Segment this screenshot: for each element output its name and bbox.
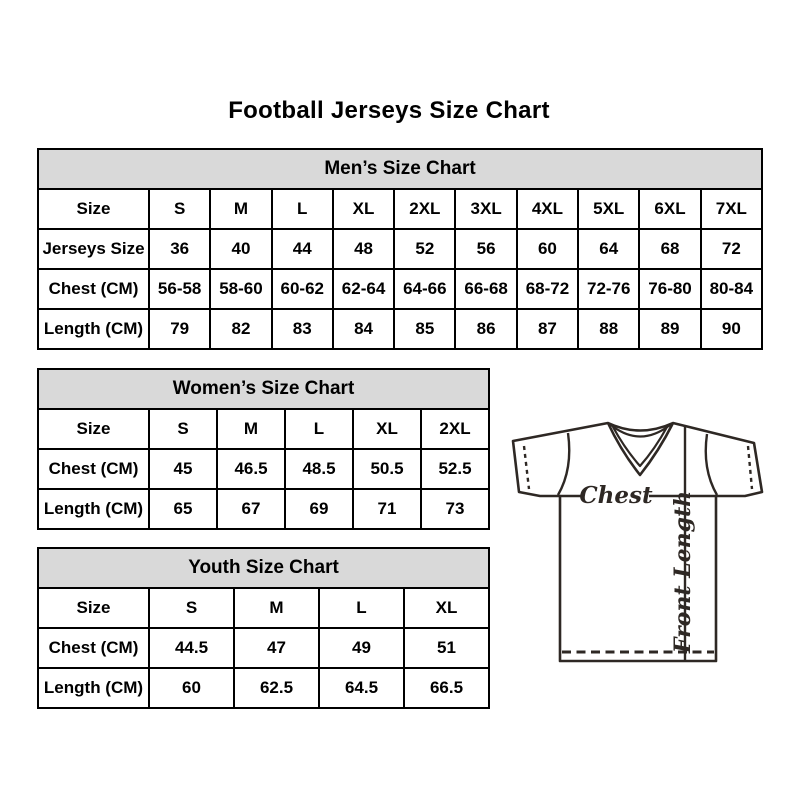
value-cell: 80-84 bbox=[701, 269, 762, 309]
value-cell: 65 bbox=[149, 489, 217, 529]
page-title: Football Jerseys Size Chart bbox=[228, 97, 550, 124]
value-cell: 64 bbox=[578, 229, 639, 269]
mens-size-table bbox=[37, 148, 763, 350]
value-cell: 48.5 bbox=[285, 449, 353, 489]
value-cell: 36 bbox=[149, 229, 210, 269]
table-row bbox=[38, 628, 489, 668]
womens-size-table bbox=[37, 368, 490, 530]
table-row bbox=[38, 409, 489, 449]
value-cell: 6XL bbox=[639, 189, 700, 229]
value-cell: 66.5 bbox=[404, 668, 489, 708]
left-sleeve-dash bbox=[524, 446, 529, 489]
value-cell: 71 bbox=[353, 489, 421, 529]
value-cell: 79 bbox=[149, 309, 210, 349]
value-cell: 4XL bbox=[517, 189, 578, 229]
row-label-cell: Size bbox=[38, 588, 149, 628]
value-cell: 60 bbox=[149, 668, 234, 708]
womens-table-title: Women’s Size Chart bbox=[38, 369, 489, 409]
value-cell: S bbox=[149, 588, 234, 628]
table-row bbox=[38, 588, 489, 628]
right-armpit-seam bbox=[706, 434, 717, 495]
mens-table-title: Men’s Size Chart bbox=[38, 149, 762, 189]
value-cell: M bbox=[217, 409, 285, 449]
womens-table-body bbox=[38, 409, 489, 529]
value-cell: 46.5 bbox=[217, 449, 285, 489]
value-cell: L bbox=[272, 189, 333, 229]
value-cell: 76-80 bbox=[639, 269, 700, 309]
value-cell: L bbox=[285, 409, 353, 449]
row-label-cell: Jerseys Size bbox=[38, 229, 149, 269]
value-cell: 58-60 bbox=[210, 269, 271, 309]
value-cell: S bbox=[149, 189, 210, 229]
youth-table-body bbox=[38, 588, 489, 708]
value-cell: 51 bbox=[404, 628, 489, 668]
value-cell: 86 bbox=[455, 309, 516, 349]
value-cell: 48 bbox=[333, 229, 394, 269]
row-label-cell: Length (CM) bbox=[38, 489, 149, 529]
value-cell: 72 bbox=[701, 229, 762, 269]
value-cell: 72-76 bbox=[578, 269, 639, 309]
row-label-cell: Chest (CM) bbox=[38, 628, 149, 668]
value-cell: 69 bbox=[285, 489, 353, 529]
value-cell: 60-62 bbox=[272, 269, 333, 309]
value-cell: 64-66 bbox=[394, 269, 455, 309]
value-cell: 88 bbox=[578, 309, 639, 349]
value-cell: 7XL bbox=[701, 189, 762, 229]
value-cell: 85 bbox=[394, 309, 455, 349]
table-row bbox=[38, 668, 489, 708]
value-cell: 62-64 bbox=[333, 269, 394, 309]
table-header-row bbox=[38, 548, 489, 588]
value-cell: L bbox=[319, 588, 404, 628]
row-label-cell: Chest (CM) bbox=[38, 269, 149, 309]
value-cell: 87 bbox=[517, 309, 578, 349]
row-label-cell: Length (CM) bbox=[38, 668, 149, 708]
value-cell: XL bbox=[333, 189, 394, 229]
value-cell: XL bbox=[404, 588, 489, 628]
value-cell: 40 bbox=[210, 229, 271, 269]
value-cell: 52 bbox=[394, 229, 455, 269]
value-cell: XL bbox=[353, 409, 421, 449]
value-cell: 66-68 bbox=[455, 269, 516, 309]
table-row bbox=[38, 229, 762, 269]
table-row bbox=[38, 309, 762, 349]
value-cell: 89 bbox=[639, 309, 700, 349]
value-cell: M bbox=[210, 189, 271, 229]
value-cell: 62.5 bbox=[234, 668, 319, 708]
value-cell: 90 bbox=[701, 309, 762, 349]
youth-table-title: Youth Size Chart bbox=[38, 548, 489, 588]
row-label-cell: Length (CM) bbox=[38, 309, 149, 349]
table-row bbox=[38, 449, 489, 489]
row-label-cell: Size bbox=[38, 409, 149, 449]
value-cell: M bbox=[234, 588, 319, 628]
jersey-outline bbox=[513, 423, 762, 661]
table-header-row bbox=[38, 149, 762, 189]
jersey-diagram bbox=[500, 400, 770, 680]
value-cell: 82 bbox=[210, 309, 271, 349]
value-cell: 52.5 bbox=[421, 449, 489, 489]
value-cell: 60 bbox=[517, 229, 578, 269]
value-cell: 50.5 bbox=[353, 449, 421, 489]
value-cell: 83 bbox=[272, 309, 333, 349]
table-row bbox=[38, 489, 489, 529]
value-cell: 56 bbox=[455, 229, 516, 269]
value-cell: 47 bbox=[234, 628, 319, 668]
row-label-cell: Chest (CM) bbox=[38, 449, 149, 489]
chest-label: Chest bbox=[579, 482, 653, 509]
mens-table-body bbox=[38, 189, 762, 349]
value-cell: 64.5 bbox=[319, 668, 404, 708]
left-armpit-seam bbox=[558, 433, 569, 495]
value-cell: S bbox=[149, 409, 217, 449]
row-label-cell: Size bbox=[38, 189, 149, 229]
value-cell: 49 bbox=[319, 628, 404, 668]
value-cell: 67 bbox=[217, 489, 285, 529]
value-cell: 73 bbox=[421, 489, 489, 529]
table-header-row bbox=[38, 369, 489, 409]
value-cell: 44.5 bbox=[149, 628, 234, 668]
value-cell: 3XL bbox=[455, 189, 516, 229]
table-row bbox=[38, 269, 762, 309]
youth-size-table bbox=[37, 547, 490, 709]
value-cell: 56-58 bbox=[149, 269, 210, 309]
front-length-label: Front Length bbox=[670, 490, 696, 654]
right-sleeve-dash bbox=[748, 446, 752, 489]
value-cell: 68 bbox=[639, 229, 700, 269]
value-cell: 44 bbox=[272, 229, 333, 269]
value-cell: 68-72 bbox=[517, 269, 578, 309]
table-row bbox=[38, 189, 762, 229]
value-cell: 2XL bbox=[421, 409, 489, 449]
value-cell: 5XL bbox=[578, 189, 639, 229]
value-cell: 2XL bbox=[394, 189, 455, 229]
value-cell: 84 bbox=[333, 309, 394, 349]
value-cell: 45 bbox=[149, 449, 217, 489]
